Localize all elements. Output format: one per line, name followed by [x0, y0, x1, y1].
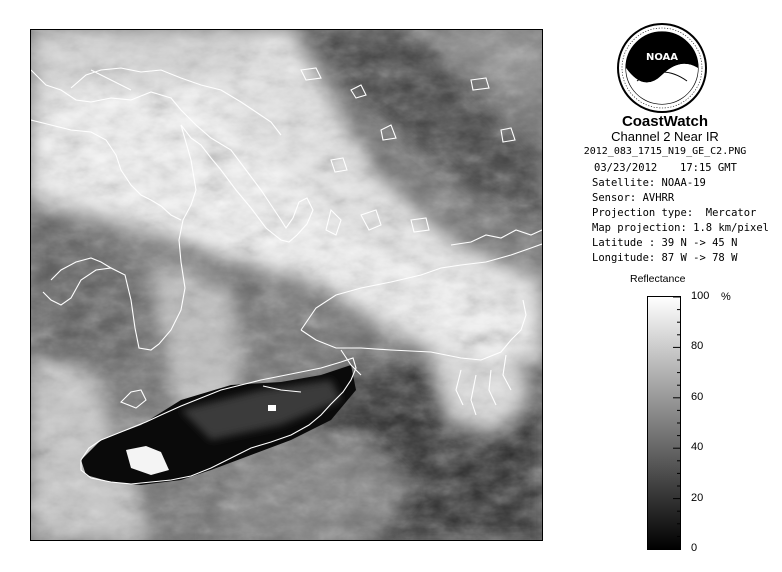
latitude-range: Latitude : 39 N -> 45 N	[592, 237, 738, 249]
noaa-logo-text: NOAA	[645, 52, 679, 63]
colorbar-unit: %	[721, 291, 731, 303]
longitude-range: Longitude: 87 W -> 78 W	[592, 252, 738, 264]
colorbar-tick-label: 0	[691, 542, 698, 554]
sensor-info: Sensor: AVHRR	[592, 192, 675, 204]
channel-title: Channel 2 Near IR	[611, 129, 719, 144]
map-projection: Map projection: 1.8 km/pixel	[592, 222, 770, 234]
noaa-logo-icon	[617, 23, 707, 113]
satellite-image	[30, 29, 543, 541]
reflectance-map	[31, 30, 542, 540]
colorbar-tick-label: 80	[691, 340, 704, 353]
reflectance-colorbar	[647, 296, 683, 550]
colorbar-tick-label: 20	[691, 491, 704, 504]
colorbar-title: Reflectance	[630, 273, 686, 285]
satellite-info: Satellite: NOAA-19	[592, 177, 706, 189]
colorbar-tick-label: 100	[691, 290, 710, 302]
brand-title: CoastWatch	[621, 113, 709, 130]
colorbar-tick-label: 60	[691, 390, 704, 403]
image-date: 03/23/2012	[594, 162, 658, 174]
colorbar-gradient	[648, 297, 681, 550]
image-time: 17:15 GMT	[680, 162, 737, 174]
ice-spot	[268, 405, 276, 411]
colorbar-tick-label: 40	[691, 441, 704, 454]
image-filename: 2012_083_1715_N19_GE_C2.PNG	[583, 146, 747, 157]
projection-type: Projection type: Mercator	[592, 207, 757, 219]
